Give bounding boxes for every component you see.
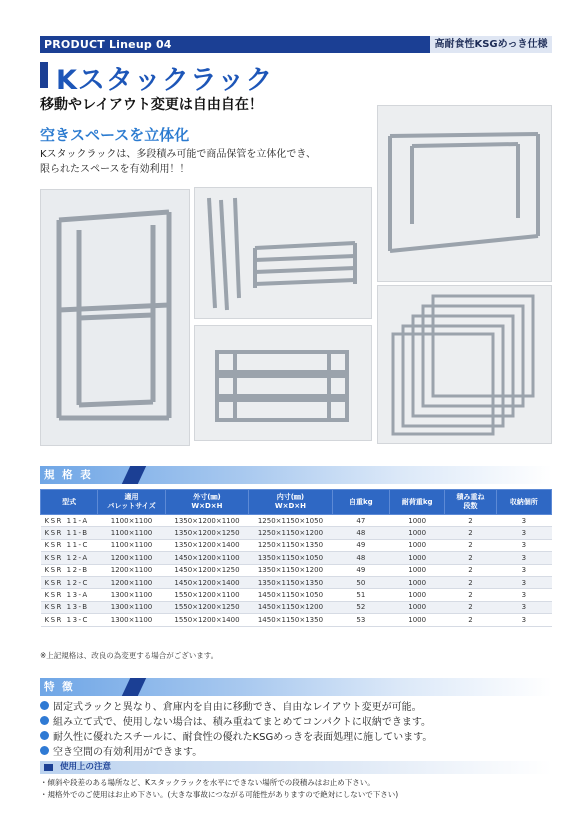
spec-cell: 2: [445, 539, 496, 551]
spec-row: [41, 539, 552, 551]
spec-cell: 3: [496, 576, 551, 588]
feature-text: 空き空間の有効利用ができます。: [53, 747, 203, 758]
spec-model-cell: KSR 12-A: [41, 552, 98, 564]
spec-cell: 3: [496, 552, 551, 564]
spec-cell: 1100×1100: [98, 515, 165, 527]
spec-column-header: 内寸(㎜) W×D×H: [249, 490, 332, 515]
spec-row: [41, 515, 552, 527]
spec-row: [41, 589, 552, 601]
spec-cell: 1100×1100: [98, 527, 165, 539]
spec-model-cell: KSR 12-B: [41, 564, 98, 576]
spec-cell: 2: [445, 601, 496, 613]
spec-cell: 1200×1100: [98, 552, 165, 564]
spec-section-label: 規 格 表: [44, 469, 93, 481]
spec-cell: 2: [445, 614, 496, 626]
spec-cell: 1000: [390, 601, 445, 613]
caution-line: ・傾斜や段差のある場所など、Kスタックラックを水平にできない場所での段積みはお止め下さい。: [40, 778, 375, 787]
spec-cell: 1450×1200×1400: [165, 576, 248, 588]
spec-header-row: [41, 490, 552, 515]
spec-cell: 1000: [390, 589, 445, 601]
spec-cell: 2: [445, 515, 496, 527]
description-line: 限られたスペースを有効利用！！: [40, 164, 190, 175]
spec-cell: 1550×1200×1100: [165, 589, 248, 601]
spec-cell: 1300×1100: [98, 601, 165, 613]
rack-single-photo: [377, 105, 552, 282]
spec-cell: 2: [445, 564, 496, 576]
spec-cell: 1000: [390, 539, 445, 551]
spec-row: [41, 576, 552, 588]
spec-cell: 1350×1200×1400: [165, 539, 248, 551]
spec-cell: 2: [445, 527, 496, 539]
spec-cell: 3: [496, 515, 551, 527]
spec-cell: 2: [445, 552, 496, 564]
spec-cell: 1000: [390, 564, 445, 576]
caution-line: ・規格外でのご使用はお止め下さい。(大きな事故につながる可能性がありますので絶対にしないで下さい): [40, 790, 399, 799]
spec-section-bar: [40, 466, 552, 484]
spec-cell: 1250×1150×1200: [249, 527, 332, 539]
spec-cell: 2: [445, 589, 496, 601]
spec-row: [41, 564, 552, 576]
rack-stacked-illustration: [41, 190, 189, 445]
spec-cell: 1450×1150×1200: [249, 601, 332, 613]
spec-cell: 1350×1200×1100: [165, 515, 248, 527]
spec-cell: 1000: [390, 576, 445, 588]
bullet-icon: [40, 716, 49, 725]
features-section-label: 特 徴: [44, 681, 75, 693]
feature-text: 耐久性に優れたスチールに、耐食性の優れたKSGめっきを表面処理に施しています。: [53, 732, 433, 743]
spec-cell: 2: [445, 576, 496, 588]
spec-cell: 1250×1150×1350: [249, 539, 332, 551]
spec-cell: 48: [332, 552, 389, 564]
spec-model-cell: KSR 11-C: [41, 539, 98, 551]
spec-cell: 1450×1200×1250: [165, 564, 248, 576]
spec-cell: 52: [332, 601, 389, 613]
spec-model-cell: KSR 11-B: [41, 527, 98, 539]
spec-cell: 1200×1100: [98, 564, 165, 576]
spec-cell: 1000: [390, 552, 445, 564]
spec-column-header: 収納個所: [496, 490, 551, 515]
spec-model-cell: KSR 13-C: [41, 614, 98, 626]
spec-cell: 1350×1150×1350: [249, 576, 332, 588]
spec-cell: 1450×1200×1100: [165, 552, 248, 564]
spec-note: ※上記規格は、改良の為変更する場合がございます。: [40, 651, 219, 660]
rack-folded-photo: [194, 325, 372, 441]
spec-cell: 48: [332, 527, 389, 539]
feature-item: [40, 714, 431, 727]
spec-cell: 1350×1150×1050: [249, 552, 332, 564]
spec-column-header: 型式: [41, 490, 98, 515]
feature-item: [40, 744, 202, 757]
spec-cell: 47: [332, 515, 389, 527]
feature-text: 組み立て式で、使用しない場合は、積み重ねてまとめてコンパクトに収納できます。: [53, 717, 432, 728]
spec-cell: 1550×1200×1250: [165, 601, 248, 613]
title-accent: [40, 62, 48, 88]
product-subtitle: 移動やレイアウト変更は自由自在！: [40, 97, 263, 113]
lineup-label: PRODUCT Lineup 04: [44, 38, 172, 51]
caution-label: 使用上の注意: [60, 762, 112, 772]
spec-cell: 1250×1150×1050: [249, 515, 332, 527]
spec-cell: 1200×1100: [98, 576, 165, 588]
section-heading: 空きスペースを立体化: [40, 126, 190, 144]
feature-item: [40, 729, 432, 742]
rack-nested-illustration: [378, 286, 551, 443]
spec-table: [40, 489, 552, 627]
spec-row: [41, 552, 552, 564]
spec-cell: 1550×1200×1400: [165, 614, 248, 626]
bullet-icon: [40, 746, 49, 755]
spec-table-body: [41, 515, 552, 627]
rack-single-illustration: [378, 106, 551, 281]
spec-cell: 3: [496, 614, 551, 626]
spec-row: [41, 601, 552, 613]
spec-cell: 1350×1200×1250: [165, 527, 248, 539]
bullet-icon: [40, 701, 49, 710]
rack-folded-illustration: [195, 326, 371, 440]
spec-cell: 51: [332, 589, 389, 601]
features-section-bar: [40, 678, 552, 696]
rack-stacked-photo: [40, 189, 190, 446]
spec-model-cell: KSR 11-A: [41, 515, 98, 527]
spec-cell: 49: [332, 539, 389, 551]
feature-badge: 高耐食性KSGめっき仕様: [430, 36, 552, 53]
rack-parts-photo: [194, 187, 372, 319]
rack-nested-photo: [377, 285, 552, 444]
spec-cell: 1450×1150×1350: [249, 614, 332, 626]
spec-model-cell: KSR 13-B: [41, 601, 98, 613]
description: [40, 147, 350, 177]
spec-column-header: 積み重ね 段数: [445, 490, 496, 515]
spec-cell: 1000: [390, 614, 445, 626]
feature-text: 固定式ラックと異なり、倉庫内を自由に移動でき、自由なレイアウト変更が可能。: [53, 702, 422, 713]
spec-cell: 1100×1100: [98, 539, 165, 551]
spec-cell: 53: [332, 614, 389, 626]
spec-row: [41, 527, 552, 539]
spec-cell: 1350×1150×1200: [249, 564, 332, 576]
spec-cell: 3: [496, 527, 551, 539]
spec-cell: 3: [496, 589, 551, 601]
spec-column-header: 適用 パレットサイズ: [98, 490, 165, 515]
spec-model-cell: KSR 12-C: [41, 576, 98, 588]
bullet-icon: [40, 731, 49, 740]
caution-marker: [44, 764, 53, 771]
spec-cell: 1000: [390, 515, 445, 527]
spec-cell: 1000: [390, 527, 445, 539]
spec-column-header: 自重kg: [332, 490, 389, 515]
rack-parts-illustration: [195, 188, 371, 318]
spec-column-header: 耐荷重kg: [390, 490, 445, 515]
caution-bar: [40, 761, 552, 774]
spec-model-cell: KSR 13-A: [41, 589, 98, 601]
spec-column-header: 外寸(㎜) W×D×H: [165, 490, 248, 515]
spec-cell: 3: [496, 564, 551, 576]
spec-cell: 50: [332, 576, 389, 588]
spec-cell: 1300×1100: [98, 589, 165, 601]
product-title: Kスタックラック: [56, 65, 274, 96]
description-line: Kスタックラックは、多段積み可能で商品保管を立体化でき、: [40, 149, 316, 160]
spec-row: [41, 614, 552, 626]
spec-cell: 49: [332, 564, 389, 576]
feature-item: [40, 699, 422, 712]
spec-cell: 1450×1150×1050: [249, 589, 332, 601]
spec-cell: 1300×1100: [98, 614, 165, 626]
spec-cell: 3: [496, 601, 551, 613]
spec-cell: 3: [496, 539, 551, 551]
